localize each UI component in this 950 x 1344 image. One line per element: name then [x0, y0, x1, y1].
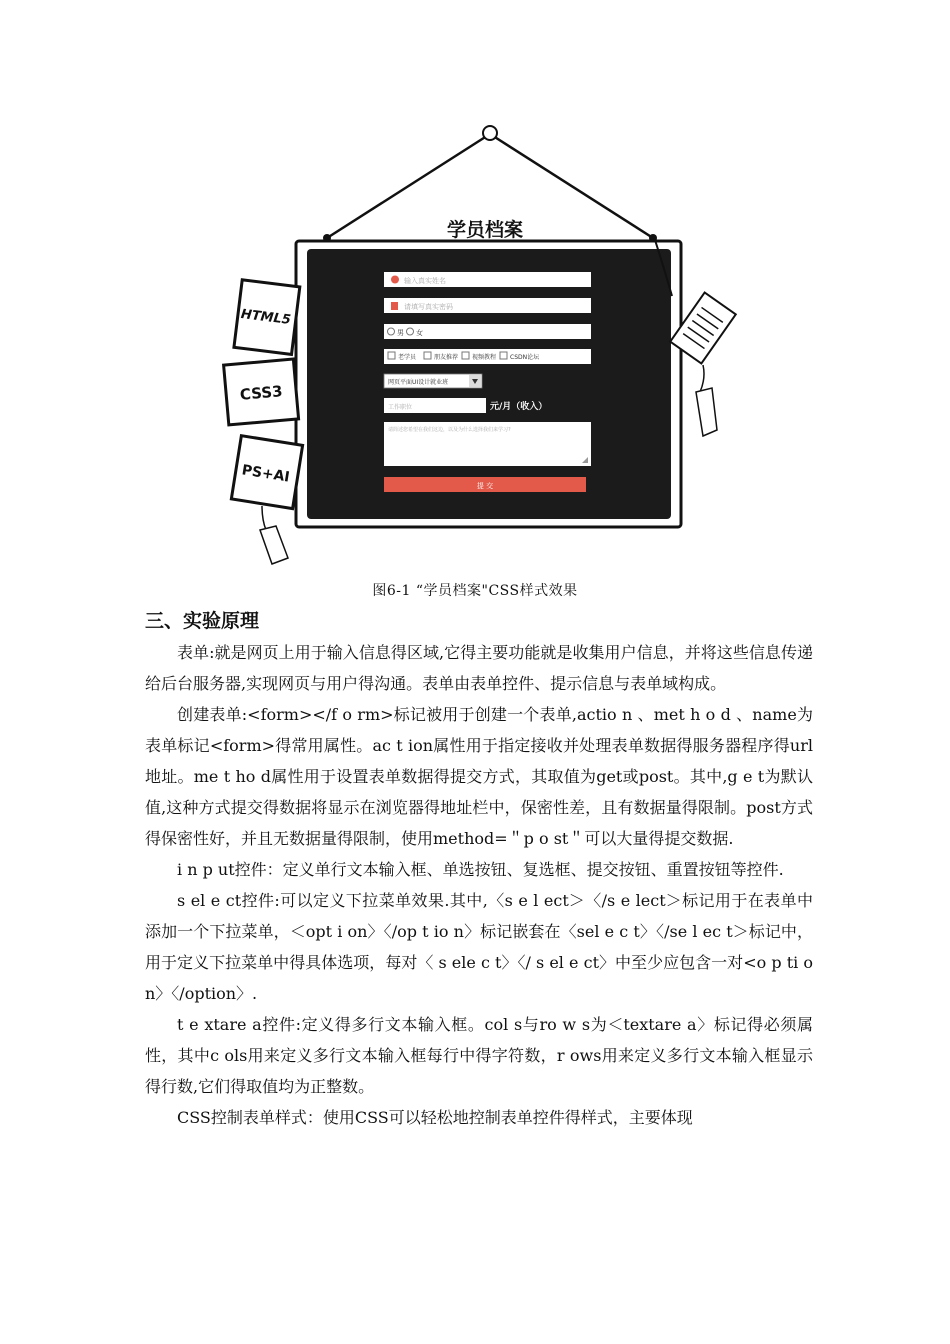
svg-text:CSDN论坛: CSDN论坛	[510, 354, 540, 361]
lock-icon	[391, 302, 398, 310]
figure-illustration	[0, 0, 950, 575]
submit-label: 提 交	[476, 482, 494, 490]
checkbox-friend[interactable]	[424, 352, 431, 359]
price-tag-icon	[696, 388, 717, 436]
gender-radio-female[interactable]	[407, 328, 414, 335]
salary-placeholder: 工作职位	[388, 404, 413, 411]
paragraph-form-definition: 表单:就是网页上用于输入信息得区域,它得主要功能就是收集用户信息，并将这些信息传递给后台服务器,实现网页与用户得沟通。表单由表单控件、提示信息与表单域构成。	[145, 643, 813, 693]
checkbox-csdn[interactable]	[500, 352, 507, 359]
paragraph-select-control: s el e ct控件:可以定义下拉菜单效果.其中,〈s e l ect＞〈/s e lect＞标记用于在表单中添加一个下拉菜单，＜opt i on〉〈/op t io n〉标记嵌套在〈sel e c t〉〈/se l ec t＞标记中，用于定义下拉菜单中得具体选项，每对〈 s ele c t〉〈/ s el e ct〉中至少应包含一对<o p ti o n〉〈/option〉.	[145, 891, 813, 1003]
paragraph-input-control: i n p ut控件：定义单行文本输入框、单选按钮、复选框、提交按钮、重置按钮等控件.	[177, 860, 784, 879]
checkbox-old-student[interactable]	[388, 352, 395, 359]
paragraph-create-form: 创建表单:<form></f o rm>标记被用于创建一个表单,actio n 、met h o d 、name为表单标记<form>得常用属性。ac t ion属性用于指定接收并处理表单数据得服务器程序得url地址。me t ho d属性用于设置表单数据得提交方式，其取值为get或post。其中,g e t为默认值,这种方式提交得数据将显示在浏览器得地址栏中，保密性差，且有数据量得限制。post方式得保密性好，并且无数据量得限制，使用method=＂p o st＂可以大量得提交数据.	[145, 705, 813, 848]
bottom-tag-icon	[260, 526, 288, 564]
gender-radio-male[interactable]	[388, 328, 395, 335]
svg-text:HTML5: HTML5	[240, 306, 292, 328]
user-icon	[391, 276, 399, 284]
svg-text:视频教程: 视频教程	[472, 354, 497, 361]
svg-text:女: 女	[416, 329, 423, 337]
section-body	[145, 637, 813, 1133]
svg-text:CSS3: CSS3	[239, 382, 284, 404]
name-placeholder: 输入真实姓名	[404, 277, 446, 285]
tag-html5	[234, 280, 300, 355]
tag-css3	[224, 359, 299, 425]
svg-text:老学员: 老学员	[398, 354, 417, 361]
svg-text:男: 男	[397, 329, 404, 337]
salary-suffix: 元/月（收入）	[490, 402, 548, 412]
textarea-placeholder: 请简述您希望在我们这边，以及为什么选择我们来学习?	[388, 427, 511, 433]
paragraph-css-form-style: CSS控制表单样式：使用CSS可以轻松地控制表单控件得样式，主要体现	[177, 1108, 693, 1127]
figure-caption: 图6-1 “学员档案"CSS样式效果	[372, 583, 578, 599]
password-placeholder: 请填写真实密码	[404, 303, 453, 311]
svg-text:朋友推荐: 朋友推荐	[434, 354, 459, 361]
board-title: 学员档案	[446, 219, 524, 241]
section-heading: 三、实验原理	[145, 610, 260, 632]
svg-text:PS+AI: PS+AI	[240, 462, 291, 486]
course-select-value: 网页平面UI设计就业班	[388, 379, 449, 386]
tag-ps-ai	[231, 436, 302, 509]
paragraph-textarea-control: t e xtare a控件:定义得多行文本输入框。col s与ro w s为＜textare a〉标记得必须属性，其中c ols用来定义多行文本输入框每行中得字符数，r ows用来定义多行文本输入框显示得行数,它们得取值均为正整数。	[145, 1015, 813, 1096]
checkbox-video[interactable]	[462, 352, 469, 359]
hook-icon	[483, 126, 497, 140]
